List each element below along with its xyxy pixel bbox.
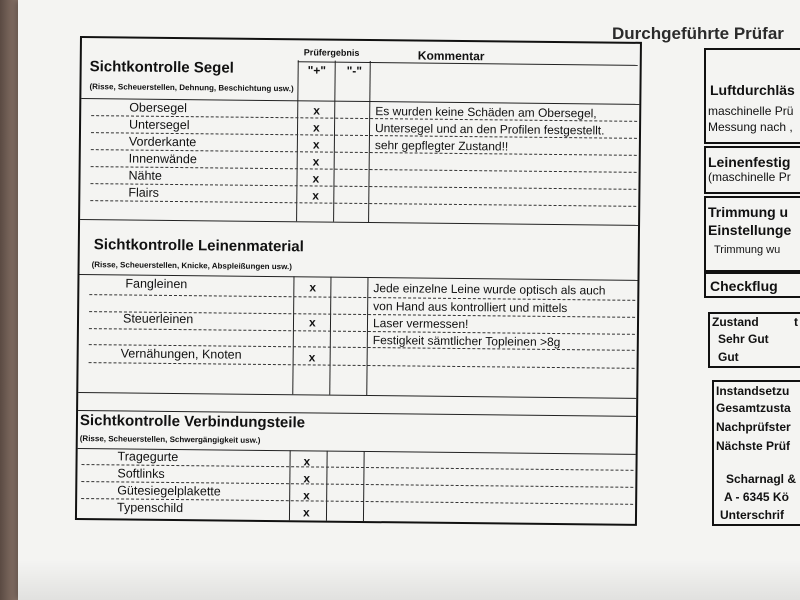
pass-mark: x <box>312 171 320 186</box>
comment-text: sehr gepflegter Zustand!! <box>374 138 509 154</box>
section-divider <box>80 219 638 226</box>
result-column-header: Prüfergebnis <box>303 47 360 58</box>
section-divider <box>78 392 636 399</box>
panel-title: Einstellunge <box>708 222 792 238</box>
list-item-label: Innenwände <box>128 151 197 167</box>
panel-text: Scharnagl & <box>726 472 797 486</box>
minus-column-header: "-" <box>346 63 363 78</box>
list-item-label: Tragegurte <box>117 449 179 465</box>
document-heading: Durchgeführte Prüfar <box>612 24 784 43</box>
panel-text: Instandsetzu <box>716 384 790 398</box>
row-divider <box>89 362 635 369</box>
comment-column-header: Kommentar <box>417 48 485 64</box>
list-item-label: Gütesiegelplakette <box>117 483 221 499</box>
list-item-label: Fangleinen <box>125 276 188 292</box>
column-line <box>326 451 328 521</box>
pass-mark: x <box>309 280 317 295</box>
panel-text: (maschinelle Pr <box>708 170 791 184</box>
pass-mark: x <box>303 471 311 486</box>
comment-text: Festigkeit sämtlicher Topleinen >8g <box>372 333 561 350</box>
row-divider <box>90 200 636 207</box>
pass-mark: x <box>303 488 310 503</box>
column-line <box>363 451 365 521</box>
list-item-label: Steuerleinen <box>122 311 194 327</box>
list-item-label: Nähte <box>128 168 162 183</box>
panel-text: A - 6345 Kö <box>724 490 789 504</box>
panel-text: Nachprüfster <box>716 420 791 434</box>
pass-mark: x <box>308 315 316 330</box>
comment-text: von Hand aus kontrolliert und mittels <box>373 299 568 316</box>
list-item-label: Flairs <box>128 185 159 200</box>
panel-text: Nächste Prüf <box>716 439 791 453</box>
comment-text: Es wurden keine Schäden am Obersegel, <box>375 104 597 121</box>
panel-text: t <box>794 315 798 329</box>
list-item-label: Vernähungen, Knoten <box>120 346 242 362</box>
column-line <box>366 277 368 395</box>
paper-shadow <box>18 560 800 600</box>
panel-title: Zustand <box>712 315 759 329</box>
panel-text: Sehr Gut <box>718 332 769 346</box>
column-line <box>329 277 331 395</box>
plus-column-header: "+" <box>307 63 327 78</box>
panel-text: Unterschrif <box>720 508 785 522</box>
comment-text: Untersegel und an den Profilen festgestellt. <box>374 121 605 138</box>
list-item-label: Softlinks <box>117 466 165 481</box>
panel-title: Luftdurchläs <box>710 82 795 98</box>
pass-mark: x <box>312 120 320 135</box>
list-item-label: Typenschild <box>116 500 184 516</box>
panel-text: Gut <box>718 350 739 364</box>
section-title-leinen: Sichtkontrolle Leinenmaterial <box>93 236 304 256</box>
inspection-form <box>75 36 642 526</box>
comment-text: Jede einzelne Leine wurde optisch als auch <box>373 281 606 298</box>
section-title-verbindung: Sichtkontrolle Verbindungsteile <box>79 412 306 432</box>
pass-mark: x <box>313 103 320 118</box>
column-line <box>289 450 291 520</box>
section-title-segel: Sichtkontrolle Segel <box>89 58 234 77</box>
row-divider <box>91 166 637 173</box>
column-line <box>292 276 294 394</box>
list-item-label: Obersegel <box>129 100 188 116</box>
comment-text: Laser vermessen! <box>372 316 469 332</box>
list-item-label: Untersegel <box>129 117 190 133</box>
pass-mark: x <box>312 154 320 169</box>
column-line <box>296 60 299 221</box>
pass-mark: x <box>303 454 311 469</box>
list-item-label: Vorderkante <box>128 134 197 150</box>
pass-mark: x <box>302 505 310 520</box>
column-line <box>333 61 336 222</box>
pass-mark: x <box>312 188 320 203</box>
pass-mark: x <box>308 350 316 365</box>
panel-title: Trimmung u <box>708 204 789 220</box>
panel-text: maschinelle Prü <box>708 104 794 118</box>
panel-text: Trimmung wu <box>714 244 781 256</box>
pass-mark: x <box>312 137 320 152</box>
row-divider <box>89 328 635 335</box>
section-subtitle-leinen: (Risse, Scheuerstellen, Knicke, Abspleißungen usw.) <box>91 260 293 272</box>
panel-title: Leinenfestig <box>708 154 791 170</box>
panel-text: Messung nach , <box>708 120 793 134</box>
section-subtitle-segel: (Risse, Scheuerstellen, Dehnung, Beschichtung usw.) <box>89 82 294 94</box>
section-subtitle-verbindung: (Risse, Scheuerstellen, Schwergängigkeit usw.) <box>79 434 261 445</box>
panel-title: Checkflug <box>710 278 778 294</box>
column-line <box>368 61 371 222</box>
panel-text: Gesamtzusta <box>716 401 791 415</box>
row-divider <box>90 183 636 190</box>
